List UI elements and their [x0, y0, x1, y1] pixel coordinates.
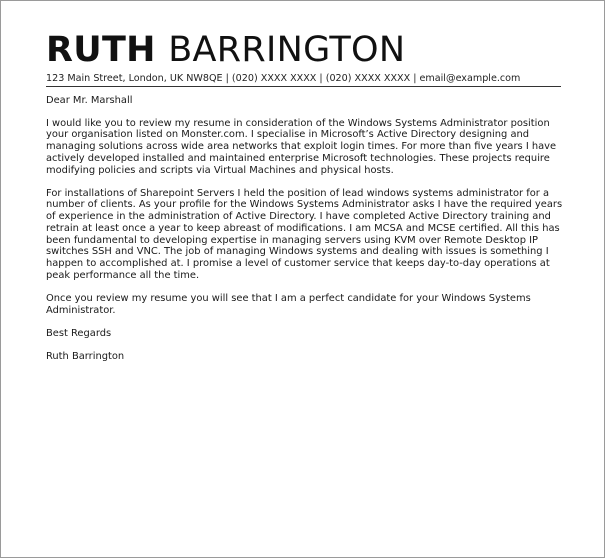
- salutation: Dear Mr. Marshall: [46, 95, 133, 106]
- body-paragraph-2: For installations of Sharepoint Servers I held the position of lead windows systems administrator for a number of clients. As your profile for the Windows Systems Administrator asks I have the required years of experience in the administration of Active Directory. I have completed Active Directory training and retrain at least once a year to keep abreast of modifications. I am MCSA and MCSE certified. All this has been fundamental to developing expertise in managing servers using KVM over Remote Desktop IP switches SSH and VNC. The job of managing Windows systems and dealing with issues is something I happen to accomplished at. I promise a level of customer service that keeps day-to-day operations at peak performance all the time.: [46, 187, 563, 281]
- body-paragraph-3: Once you review my resume you will see that I am a perfect candidate for your Windows Systems Administrator.: [46, 292, 531, 316]
- applicant-last-name: BARRINGTON: [168, 30, 406, 70]
- signature-name: Ruth Barrington: [46, 351, 125, 363]
- letter-body: [46, 95, 566, 363]
- closing: Best Regards: [46, 327, 112, 339]
- contact-line: 123 Main Street, London, UK NW8QE | (020) XXXX XXXX | (020) XXXX XXXX | email@example.com: [46, 72, 561, 87]
- applicant-first-name: RUTH: [46, 30, 156, 70]
- applicant-name: [46, 31, 405, 69]
- body-paragraph-1: I would like you to review my resume in consideration of the Windows Systems Administrator position your organisation listed on Monster.com. I specialise in Microsoft’s Active Directory designing and managing solutions across wide area networks that exploit login times. For more than five years I have actively developed installed and maintained enterprise Microsoft technologies. These projects require modifying policies and scripts via Virtual Machines and physical hosts.: [46, 117, 557, 176]
